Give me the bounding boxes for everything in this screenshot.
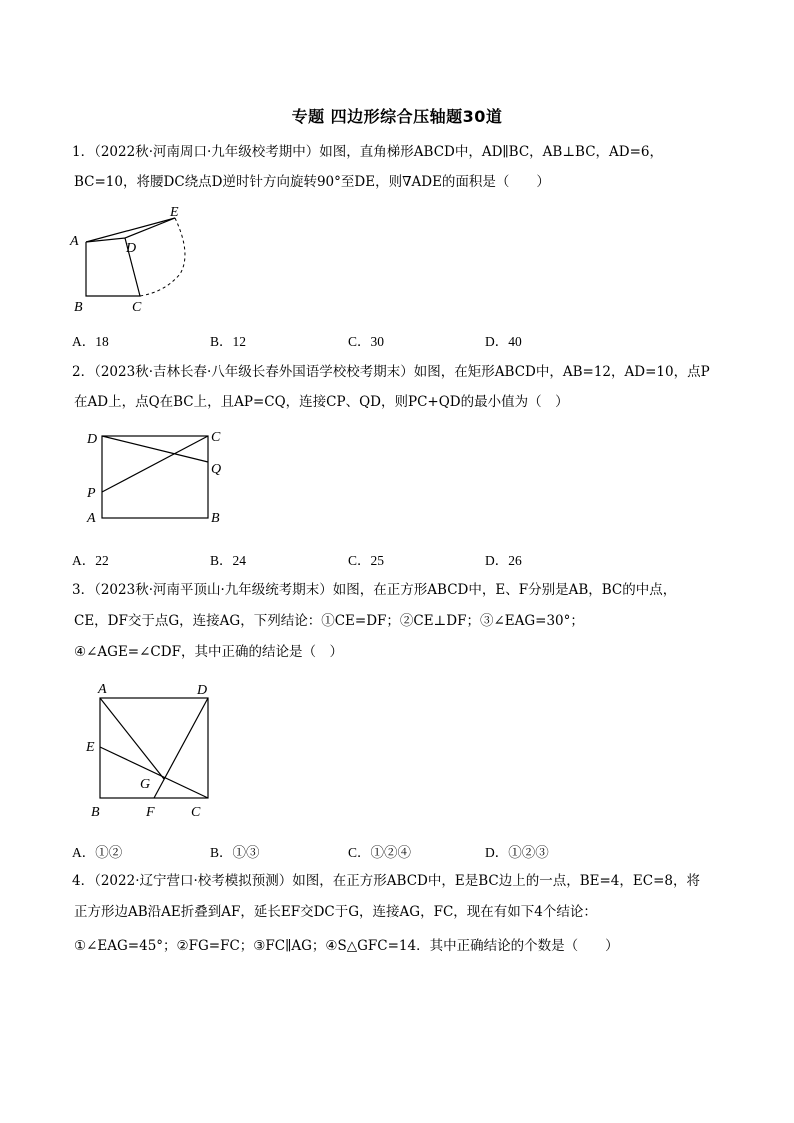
q3-segment-ce	[100, 747, 208, 798]
q3-option-d[interactable]: D．①②③	[485, 845, 549, 860]
page-title: 专题 四边形综合压轴题30道	[291, 107, 503, 126]
q1-label-c: C	[132, 300, 142, 315]
q1-figure	[70, 204, 200, 316]
q2-rectangle	[102, 436, 208, 518]
q4-text-line1: 4．（2022·辽宁营口·校考模拟预测）如图，在正方形ABCD中，E是BC边上的一点，BE=4，EC=8，将	[72, 873, 700, 889]
q3-figure	[84, 680, 214, 820]
q3-label-a: A	[98, 682, 107, 697]
q1-segment-de	[125, 218, 175, 238]
q1-option-a[interactable]: A．18	[72, 334, 109, 349]
q2-label-q: Q	[211, 462, 222, 477]
q2-figure	[84, 426, 234, 528]
q3-text-line1: 3．（2023秋·河南平顶山·九年级统考期末）如图，在正方形ABCD中，E、F分别是AB，BC的中点，	[72, 582, 677, 598]
q4-text-line3: ①∠EAG=45°；②FG=FC；③FC∥AG；④S△GFC=14．其中正确结论的个数是（ ）	[74, 938, 619, 954]
q3-option-b[interactable]: B．①③	[210, 845, 260, 860]
q2-segment-dq	[102, 436, 208, 462]
q1-label-b: B	[74, 300, 83, 315]
q1-label-e: E	[170, 205, 179, 220]
q2-label-d: D	[87, 432, 98, 447]
q1-option-c[interactable]: C．30	[348, 334, 385, 349]
q3-option-c[interactable]: C．①②④	[348, 845, 412, 860]
q3-text-line3: ④∠AGE=∠CDF，其中正确的结论是（ ）	[74, 644, 343, 660]
q2-option-c[interactable]: C．25	[348, 553, 385, 568]
q3-label-c: C	[191, 805, 201, 820]
q2-text-line1: 2．（2023秋·吉林长春·八年级长春外国语学校校考期末）如图，在矩形ABCD中，AB=12，AD=10，点P	[72, 364, 710, 380]
q2-label-a: A	[87, 511, 96, 526]
q1-option-b[interactable]: B．12	[210, 334, 247, 349]
q3-label-e: E	[86, 740, 95, 755]
q2-segment-cp	[102, 436, 208, 492]
q2-label-c: C	[211, 430, 221, 445]
q1-label-d: D	[126, 241, 137, 256]
q2-text-line2: 在AD上，点Q在BC上，且AP=CQ，连接CP、QD，则PC+QD的最小值为（ ）	[74, 394, 569, 410]
q3-option-a[interactable]: A．①②	[72, 845, 123, 860]
q1-label-a: A	[70, 234, 79, 249]
q3-segment-ag	[100, 698, 164, 779]
q2-label-p: P	[87, 486, 96, 501]
q3-label-f: F	[146, 805, 155, 820]
q3-square	[100, 698, 208, 798]
q4-text-line2: 正方形边AB沿AE折叠到AF，延长EF交DC于G，连接AG，FC，现在有如下4个结论：	[74, 904, 597, 920]
q2-option-d[interactable]: D．26	[485, 553, 522, 568]
q3-label-g: G	[140, 777, 151, 792]
q1-text-line1: 1．（2022秋·河南周口·九年级校考期中）如图，直角梯形ABCD中，AD∥BC，AB⊥BC，AD=6，	[72, 144, 663, 160]
q3-text-line2: CE，DF交于点G，连接AG，下列结论：①CE=DF；②CE⊥DF；③∠EAG=30°；	[74, 613, 584, 629]
q1-segment-ae	[86, 218, 175, 242]
q1-option-d[interactable]: D．40	[485, 334, 522, 349]
q3-segment-df	[154, 698, 208, 798]
q2-label-b: B	[211, 511, 220, 526]
q2-option-b[interactable]: B．24	[210, 553, 247, 568]
q2-option-a[interactable]: A．22	[72, 553, 109, 568]
q3-label-b: B	[91, 805, 100, 820]
q3-label-d: D	[197, 683, 208, 698]
q1-text-line2: BC=10，将腰DC绕点D逆时针方向旋转90°至DE，则∇ADE的面积是（ ）	[74, 174, 550, 190]
